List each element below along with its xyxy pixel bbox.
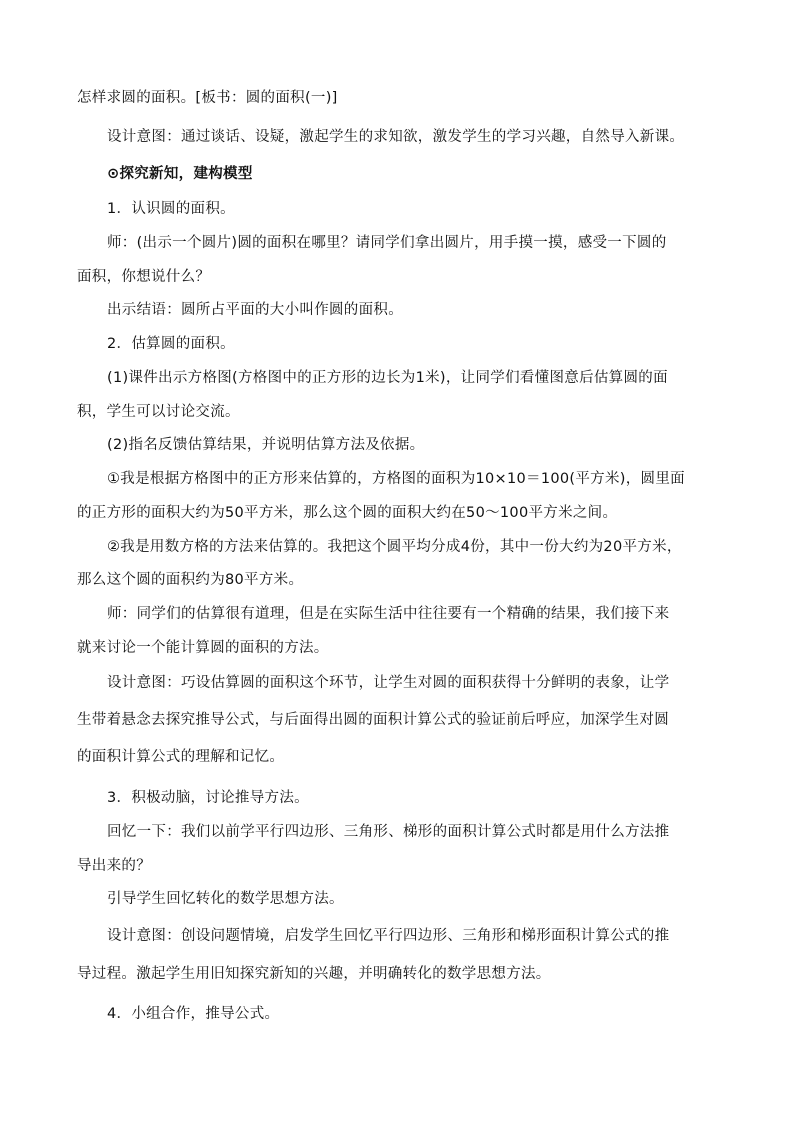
- step-heading: 3．积极动脑，讨论推导方法。: [107, 790, 309, 806]
- text-line: 那么这个圆的面积约为80平方米。: [77, 572, 304, 588]
- text-line: 就来讨论一个能计算圆的面积的方法。: [77, 640, 329, 656]
- design-intent-paragraph: 设计意图：通过谈话、设疑，激起学生的求知欲，激发学生的学习兴趣，自然导入新课。: [107, 129, 685, 145]
- text-line: 师：同学们的估算很有道理，但是在实际生活中往往要有一个精确的结果，我们接下来: [107, 606, 670, 622]
- text-line: 面积，你想说什么？: [77, 269, 211, 285]
- step-heading: 4．小组合作，推导公式。: [107, 1006, 280, 1022]
- text-line: 出示结语：圆所占平面的大小叫作圆的面积。: [107, 302, 403, 318]
- text-line: ①我是根据方格图中的正方形来估算的，方格图的面积为10×10＝100(平方米)，圆里面: [107, 471, 685, 487]
- text-line: 回忆一下：我们以前学平行四边形、三角形、梯形的面积计算公式时都是用什么方法推: [107, 824, 670, 840]
- text-line: 导出来的？: [77, 858, 151, 874]
- text-line: 怎样求圆的面积。[板书：圆的面积(一)]: [77, 90, 338, 106]
- text-line: (1)课件出示方格图(方格图中的正方形的边长为1米)，让同学们看懂图意后估算圆的面: [107, 370, 668, 386]
- text-line: ②我是用数方格的方法来估算的。我把这个圆平均分成4份，其中一份大约为20平方米，: [107, 539, 682, 555]
- text-line: 引导学生回忆转化的数学思想方法。: [107, 891, 344, 907]
- step-heading: 2．估算圆的面积。: [107, 336, 235, 352]
- text-line: 积，学生可以讨论交流。: [77, 404, 240, 420]
- design-intent-paragraph: 设计意图：创设问题情境，启发学生回忆平行四边形、三角形和梯形面积计算公式的推: [107, 928, 670, 944]
- design-intent-paragraph: 设计意图：巧设估算圆的面积这个环节，让学生对圆的面积获得十分鲜明的表象，让学: [107, 675, 670, 691]
- step-heading: 1．认识圆的面积。: [107, 201, 235, 217]
- section-heading: ⊙探究新知，建构模型: [107, 166, 253, 182]
- text-line: 的正方形的面积大约为50平方米，那么这个圆的面积大约在50～100平方米之间。: [77, 505, 618, 521]
- text-line: (2)指名反馈估算结果，并说明估算方法及依据。: [107, 437, 425, 453]
- text-line: 导过程。激起学生用旧知探究新知的兴趣，并明确转化的数学思想方法。: [77, 966, 551, 982]
- text-line: 的面积计算公式的理解和记忆。: [77, 749, 285, 765]
- text-line: 师：(出示一个圆片)圆的面积在哪里？请同学们拿出圆片，用手摸一摸，感受一下圆的: [107, 235, 667, 251]
- text-line: 生带着悬念去探究推导公式，与后面得出圆的面积计算公式的验证前后呼应，加深学生对圆: [77, 712, 669, 728]
